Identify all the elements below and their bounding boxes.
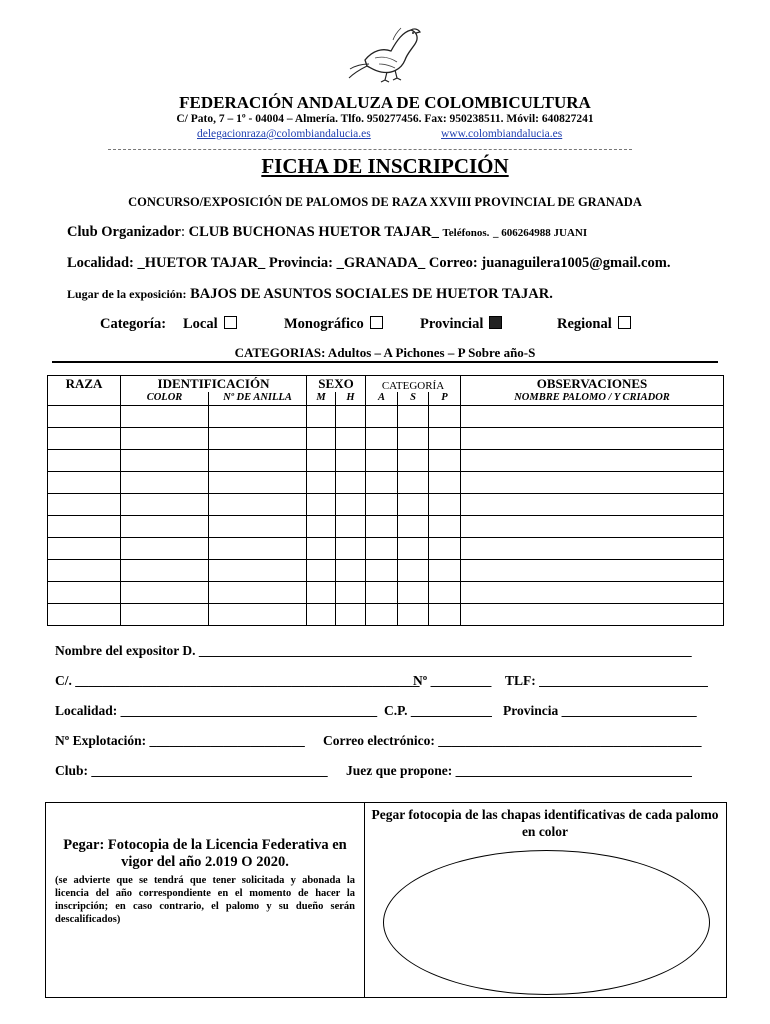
table-cell[interactable] <box>461 582 724 604</box>
table-cell[interactable] <box>121 494 209 516</box>
club-line: Club Organizador: CLUB BUCHONAS HUETOR TAJAR_ Teléfonos. _ 606264988 JUANI <box>67 224 588 240</box>
table-cell[interactable] <box>366 406 398 428</box>
table-row <box>48 406 724 428</box>
table-cell[interactable] <box>461 406 724 428</box>
table-cell[interactable] <box>366 582 398 604</box>
table-cell[interactable] <box>209 428 307 450</box>
table-cell[interactable] <box>461 428 724 450</box>
table-cell[interactable] <box>48 406 121 428</box>
table-cell[interactable] <box>461 516 724 538</box>
category-label: Categoría: <box>100 316 167 332</box>
table-row <box>48 472 724 494</box>
table-cell[interactable] <box>366 494 398 516</box>
table-cell[interactable] <box>461 604 724 626</box>
table-cell[interactable] <box>209 450 307 472</box>
table-cell[interactable] <box>209 472 307 494</box>
table-cell[interactable] <box>429 560 461 582</box>
table-cell[interactable] <box>121 516 209 538</box>
legend-rule <box>52 361 718 363</box>
subheader-observaciones: NOMBRE PALOMO / Y CRIADOR <box>461 392 724 406</box>
header-separator <box>108 149 632 150</box>
table-cell[interactable] <box>336 516 366 538</box>
table-cell[interactable] <box>366 450 398 472</box>
table-cell[interactable] <box>336 538 366 560</box>
attachments-divider <box>364 802 365 998</box>
table-cell[interactable] <box>398 472 429 494</box>
table-cell[interactable] <box>48 428 121 450</box>
table-cell[interactable] <box>398 494 429 516</box>
subheader-m: M <box>307 392 336 406</box>
table-cell[interactable] <box>209 406 307 428</box>
exhibitor-locality-field[interactable]: Localidad: ______________________________________ <box>55 703 378 718</box>
table-cell[interactable] <box>336 582 366 604</box>
license-title: Pegar: Fotocopia de la Licencia Federativa en vigor del año 2.019 O 2020. <box>63 837 347 870</box>
table-cell[interactable] <box>461 450 724 472</box>
table-cell[interactable] <box>307 406 336 428</box>
category-legend: CATEGORIAS: Adultos – A Pichones – P Sobre año-S <box>234 345 536 360</box>
table-cell[interactable] <box>429 494 461 516</box>
category-regional-label: Regional <box>557 316 612 332</box>
phones-label: Teléfonos. <box>442 227 490 239</box>
table-cell[interactable] <box>429 406 461 428</box>
table-cell[interactable] <box>366 560 398 582</box>
table-row <box>48 494 724 516</box>
federation-email-link[interactable]: delegacionraza@colombiandalucia.es <box>197 128 371 140</box>
table-cell[interactable] <box>429 604 461 626</box>
subheader-s: S <box>398 392 429 406</box>
phones-value: _ 606264988 JUANI <box>493 227 588 239</box>
exhibitor-email-field[interactable]: Correo electrónico: _______________________________________ <box>323 733 702 748</box>
table-cell[interactable] <box>209 582 307 604</box>
table-cell[interactable] <box>366 516 398 538</box>
category-local-label: Local <box>183 316 218 332</box>
federation-address: C/ Pato, 7 – 1º - 04004 – Almería. Tlfo. 950277456. Fax: 950238511. Móvil: 640827241 <box>176 113 594 125</box>
table-cell[interactable] <box>121 428 209 450</box>
table-cell[interactable] <box>461 538 724 560</box>
table-cell[interactable] <box>209 516 307 538</box>
table-cell[interactable] <box>48 450 121 472</box>
table-cell[interactable] <box>366 428 398 450</box>
table-cell[interactable] <box>307 516 336 538</box>
table-cell[interactable] <box>398 560 429 582</box>
header-observaciones: OBSERVACIONES <box>461 376 724 393</box>
license-note: (se advierte que se tendrá que tener solicitada y abonada la licencia del año correspondiente en el momento de hacer la inscripción; en caso contrario, el palomo y su dueño serán descalificados) <box>55 875 355 925</box>
exhibitor-number-field[interactable]: Nº _________ <box>413 673 492 688</box>
exhibitor-phone-field[interactable]: TLF: _________________________ <box>505 673 708 688</box>
subheader-p: P <box>429 392 461 406</box>
province-label: Provincia: <box>268 255 334 271</box>
checkbox-provincial-icon[interactable] <box>489 316 502 329</box>
checkbox-local-icon[interactable] <box>224 316 237 329</box>
subheader-color: COLOR <box>121 392 209 406</box>
header-sexo: SEXO <box>307 376 366 393</box>
table-cell[interactable] <box>209 560 307 582</box>
federation-name: FEDERACIÓN ANDALUZA DE COLOMBICULTURA <box>179 93 591 112</box>
table-cell[interactable] <box>48 472 121 494</box>
table-row <box>48 538 724 560</box>
table-cell[interactable] <box>398 406 429 428</box>
category-monografico-label: Monográfico <box>284 316 364 332</box>
club-value: CLUB BUCHONAS HUETOR TAJAR_ <box>188 224 439 240</box>
table-cell[interactable] <box>429 472 461 494</box>
checkbox-monografico-icon[interactable] <box>370 316 383 329</box>
table-row <box>48 582 724 604</box>
subheader-anilla: Nº DE ANILLA <box>209 392 307 406</box>
form-title: FICHA DE INSCRIPCIÓN <box>261 154 509 178</box>
table-cell[interactable] <box>398 538 429 560</box>
table-cell[interactable] <box>121 450 209 472</box>
table-cell[interactable] <box>307 560 336 582</box>
table-row <box>48 560 724 582</box>
venue-label: Lugar de la exposición: <box>67 287 187 301</box>
subheader-a: A <box>366 392 398 406</box>
table-cell[interactable] <box>461 472 724 494</box>
exhibitor-name-field[interactable]: Nombre del expositor D. _________________________________________________________________________ <box>55 643 692 658</box>
table-cell[interactable] <box>48 538 121 560</box>
table-cell[interactable] <box>398 582 429 604</box>
table-cell[interactable] <box>461 494 724 516</box>
table-cell[interactable] <box>307 582 336 604</box>
table-row <box>48 428 724 450</box>
table-cell[interactable] <box>336 406 366 428</box>
table-cell[interactable] <box>398 450 429 472</box>
table-cell[interactable] <box>366 604 398 626</box>
header-identificacion: IDENTIFICACIÓN <box>121 376 307 393</box>
table-cell[interactable] <box>429 516 461 538</box>
table-cell[interactable] <box>429 450 461 472</box>
pigeon-logo-icon <box>345 20 425 86</box>
table-row <box>48 516 724 538</box>
table-cell[interactable] <box>398 604 429 626</box>
header-categoria: CATEGORÍA <box>366 376 461 393</box>
table-cell[interactable] <box>366 472 398 494</box>
locality-value: _HUETOR TAJAR_ <box>137 255 266 271</box>
location-line <box>67 255 670 272</box>
table-cell[interactable] <box>48 494 121 516</box>
tags-photocopy-area[interactable] <box>383 850 710 995</box>
table-cell[interactable] <box>336 428 366 450</box>
venue-line <box>67 286 553 303</box>
table-cell[interactable] <box>429 538 461 560</box>
locality-label: Localidad: <box>67 255 134 271</box>
table-cell[interactable] <box>209 494 307 516</box>
table-row <box>48 604 724 626</box>
table-cell[interactable] <box>307 538 336 560</box>
proposed-judge-field[interactable]: Juez que propone: ___________________________________ <box>346 763 692 778</box>
table-cell[interactable] <box>307 494 336 516</box>
exhibitor-postal-field[interactable]: C.P. ____________ <box>384 703 492 718</box>
email-label: Correo: <box>428 255 478 271</box>
exhibitor-province-field[interactable]: Provincia ____________________ <box>503 703 697 718</box>
table-cell[interactable] <box>307 428 336 450</box>
table-cell[interactable] <box>336 560 366 582</box>
table-cell[interactable] <box>336 472 366 494</box>
table-cell[interactable] <box>209 604 307 626</box>
table-cell[interactable] <box>121 538 209 560</box>
table-cell[interactable] <box>307 450 336 472</box>
table-cell[interactable] <box>398 516 429 538</box>
federation-website-link[interactable]: www.colombiandalucia.es <box>441 128 563 140</box>
province-value: _GRANADA_ <box>336 255 426 271</box>
table-cell[interactable] <box>121 582 209 604</box>
header-raza: RAZA <box>48 376 121 406</box>
category-provincial-label: Provincial <box>420 316 484 332</box>
table-cell[interactable] <box>121 472 209 494</box>
category-local[interactable] <box>183 316 237 333</box>
table-cell[interactable] <box>307 472 336 494</box>
table-cell[interactable] <box>336 604 366 626</box>
email-value: juanaguilera1005@gmail.com. <box>481 255 671 271</box>
club-label: Club Organizador <box>67 224 181 240</box>
table-cell[interactable] <box>429 582 461 604</box>
category-provincial[interactable] <box>420 316 502 333</box>
table-cell[interactable] <box>121 560 209 582</box>
table-cell[interactable] <box>336 494 366 516</box>
tags-photocopy-title: Pegar fotocopia de las chapas identificativas de cada palomo en color <box>371 807 719 839</box>
table-row <box>48 450 724 472</box>
table-cell[interactable] <box>48 516 121 538</box>
table-cell[interactable] <box>48 604 121 626</box>
exhibitor-street-field[interactable]: C/. ___________________________________________________ <box>55 673 420 688</box>
category-monografico[interactable] <box>284 316 383 333</box>
table-cell[interactable] <box>461 560 724 582</box>
table-cell[interactable] <box>121 406 209 428</box>
checkbox-regional-icon[interactable] <box>618 316 631 329</box>
contest-name: CONCURSO/EXPOSICIÓN DE PALOMOS DE RAZA XXVIII PROVINCIAL DE GRANADA <box>128 195 642 209</box>
table-cell[interactable] <box>307 604 336 626</box>
table-cell[interactable] <box>209 538 307 560</box>
exhibitor-club-field[interactable]: Club: ___________________________________ <box>55 763 328 778</box>
category-regional[interactable] <box>557 316 631 333</box>
farm-number-field[interactable]: Nº Explotación: _______________________ <box>55 733 305 748</box>
table-cell[interactable] <box>398 428 429 450</box>
subheader-h: H <box>336 392 366 406</box>
table-cell[interactable] <box>366 538 398 560</box>
table-cell[interactable] <box>48 560 121 582</box>
table-cell[interactable] <box>429 428 461 450</box>
venue-value: BAJOS DE ASUNTOS SOCIALES DE HUETOR TAJAR. <box>190 286 553 302</box>
table-cell[interactable] <box>48 582 121 604</box>
table-cell[interactable] <box>121 604 209 626</box>
table-cell[interactable] <box>336 450 366 472</box>
breeds-table <box>47 375 724 626</box>
